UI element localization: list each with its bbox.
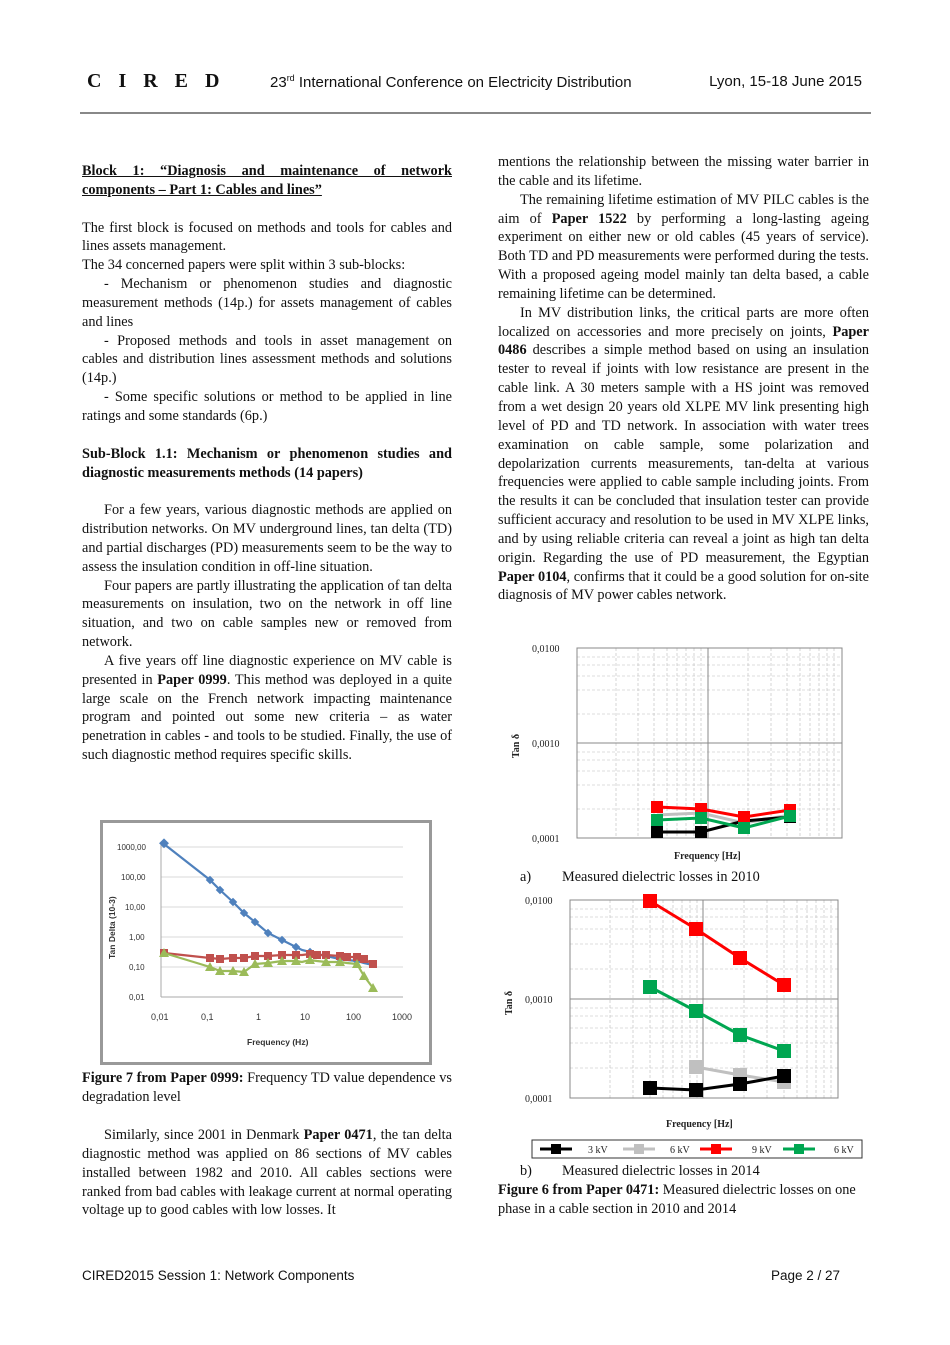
subcaption-b: b) Measured dielectric losses in 2014	[520, 1163, 760, 1179]
sub-block-bullet-2: - Proposed methods and tools in asset management on cables and distribution lines assessment methods and solutions (14p.)	[82, 332, 452, 387]
svg-text:6 kV: 6 kV	[834, 1145, 854, 1156]
svg-text:10,00: 10,00	[125, 903, 146, 912]
svg-text:1: 1	[256, 1012, 262, 1022]
footer-session: CIRED2015 Session 1: Network Components	[82, 1268, 355, 1283]
svg-text:0,01: 0,01	[151, 1012, 169, 1022]
figure-6b-chart	[500, 885, 870, 1165]
intro-text-1: The first block is focused on methods and tools for cables and lines assets management.	[82, 219, 452, 255]
left-column	[82, 162, 452, 765]
svg-text:9 kV: 9 kV	[752, 1145, 772, 1156]
svg-text:Tan δ: Tan δ	[504, 990, 515, 1015]
svg-text:0,0100: 0,0100	[532, 644, 560, 655]
paragraph: For a few years, various diagnostic methods are applied on distribution networks. On MV underground lines, tan delta (TD) and partial discharges (PD) measurements seem to be the way to assess the insulation condition in off-line situation.	[82, 502, 452, 575]
svg-text:0,0001: 0,0001	[525, 1094, 553, 1105]
paper-reference: Paper 1522	[551, 210, 627, 227]
figure-7-chart	[100, 820, 432, 1065]
block-title: Block 1: “Diagnosis and maintenance of network components – Part 1: Cables and lines”	[82, 163, 452, 198]
page-header	[87, 70, 862, 100]
paragraph: mentions the relationship between the missing water barrier in the cable and its lifetime.	[498, 154, 869, 189]
cired-logo-text: C I R E D	[87, 70, 226, 92]
intro-text-2: The 34 concerned papers were split within 3 sub-blocks:	[82, 257, 406, 274]
svg-text:1000,00: 1000,00	[117, 843, 146, 852]
footer-page-number: Page 2 / 27	[770, 1268, 840, 1283]
svg-text:Frequency [Hz]: Frequency [Hz]	[674, 851, 741, 862]
sub-block-bullet-3: - Some specific solutions or method to be applied in line ratings and some standards (6p.)	[82, 389, 452, 424]
figure-6-caption: Figure 6 from Paper 0471: Measured dielectric losses on one phase in a cable section in 2010 and 2014	[498, 1182, 856, 1217]
svg-text:3 kV: 3 kV	[588, 1145, 608, 1156]
svg-text:0,01: 0,01	[129, 993, 145, 1002]
right-column	[498, 153, 869, 605]
svg-text:1000: 1000	[392, 1012, 413, 1022]
chart-legend	[532, 1140, 862, 1158]
figure-6b-svg	[500, 885, 870, 1165]
paper-reference: Paper 0486	[498, 323, 869, 359]
paragraph: A five years off line diagnostic experience on MV cable is presented in Paper 0999. This method was deployed in a quite large scale on the French network impacting maintenance program and pointed out some new criteria – as water penetration in cables - and tools to be studied. Finally, the use of such diagnostic method requires specific skills.	[82, 652, 452, 764]
paragraph: In MV distribution links, the critical parts are more often localized on accessories and more precisely on joints, Paper 0486 describes a simple method based on using an insulation tester to reveal if joints with low resistance are present in the cable link. A 30 meters sample with a HS joint was removed from a wet design 20 years old XLPE MV link presenting high level of PD and TD network. In association with water trees examination on cable sample, some polarization and depolarization currents measurements, tan-delta at various frequencies were applied to cable sample including joints. From the results it can be concluded that insulation tester can provide sufficient accuracy and resolution to be used in MV XLPE links, and by using reliable criteria can reveal a joint as high tan delta origin. Regarding the use of PD measurement, the Egyptian Paper 0104, confirms that it could be a good solution for on-site diagnosis of MV power cables network.	[498, 304, 869, 604]
svg-text:100,00: 100,00	[121, 873, 146, 882]
figure-7-svg	[103, 823, 429, 1062]
subblock-title: Sub-Block 1.1: Mechanism or phenomenon studies and diagnostic measurements methods (14 papers)	[82, 445, 452, 481]
header-divider	[80, 112, 871, 114]
svg-text:10: 10	[300, 1012, 311, 1022]
svg-text:100: 100	[346, 1012, 362, 1022]
svg-text:0,1: 0,1	[201, 1012, 214, 1022]
svg-text:Frequency [Hz]: Frequency [Hz]	[666, 1119, 733, 1130]
sub-block-bullet-1: - Mechanism or phenomenon studies and diagnostic measurement methods (14p.) for assets management of cables and lines	[82, 276, 452, 330]
svg-text:6 kV: 6 kV	[670, 1145, 690, 1156]
subcaption-a: a) Measured dielectric losses in 2010	[520, 869, 760, 885]
svg-text:1,00: 1,00	[129, 933, 145, 942]
svg-text:Tan Delta (10-3): Tan Delta (10-3)	[107, 896, 117, 959]
paper-reference: Paper 0999	[157, 671, 227, 688]
paper-reference: Paper 0104	[498, 568, 567, 585]
svg-text:0,0010: 0,0010	[525, 995, 553, 1006]
paragraph: The remaining lifetime estimation of MV PILC cables is the aim of Paper 1522 by performing a long-lasting ageing experiment on either new or old cables (45 years of service). Both TD and PD measurements were performed during the tests. With a proposed ageing model mainly tan delta based, a cable remaining lifetime can be determined.	[498, 191, 869, 302]
paragraph: Four papers are partly illustrating the application of tan delta measurements on insulation, two on the network in off line situation, and two on cable samples new or removed from network.	[82, 577, 452, 651]
svg-text:0,0001: 0,0001	[532, 834, 560, 845]
conference-title: 23rd International Conference on Electricity Distribution	[270, 73, 632, 91]
place-date: Lyon, 15-18 June 2015	[709, 73, 862, 90]
paper-reference: Paper 0471	[303, 1127, 373, 1143]
figure-7-caption: Figure 7 from Paper 0999: Frequency TD value dependence vs degradation level	[82, 1070, 452, 1105]
figure-6a-chart	[500, 635, 850, 865]
svg-text:0,0010: 0,0010	[532, 739, 560, 750]
svg-text:Tan δ: Tan δ	[511, 733, 522, 758]
svg-text:0,0100: 0,0100	[525, 896, 553, 907]
paragraph: Similarly, since 2001 in Denmark Paper 0471, the tan delta diagnostic method was applied on 86 sections of MV cables installed between 1982 and 2010. All cables sections were ranked from bad cables with leakage current at normal operating voltage up to good cables with low losses. It	[82, 1127, 452, 1219]
svg-text:Frequency (Hz): Frequency (Hz)	[247, 1037, 309, 1047]
svg-text:0,10: 0,10	[129, 963, 145, 972]
figure-6a-svg	[500, 635, 850, 865]
